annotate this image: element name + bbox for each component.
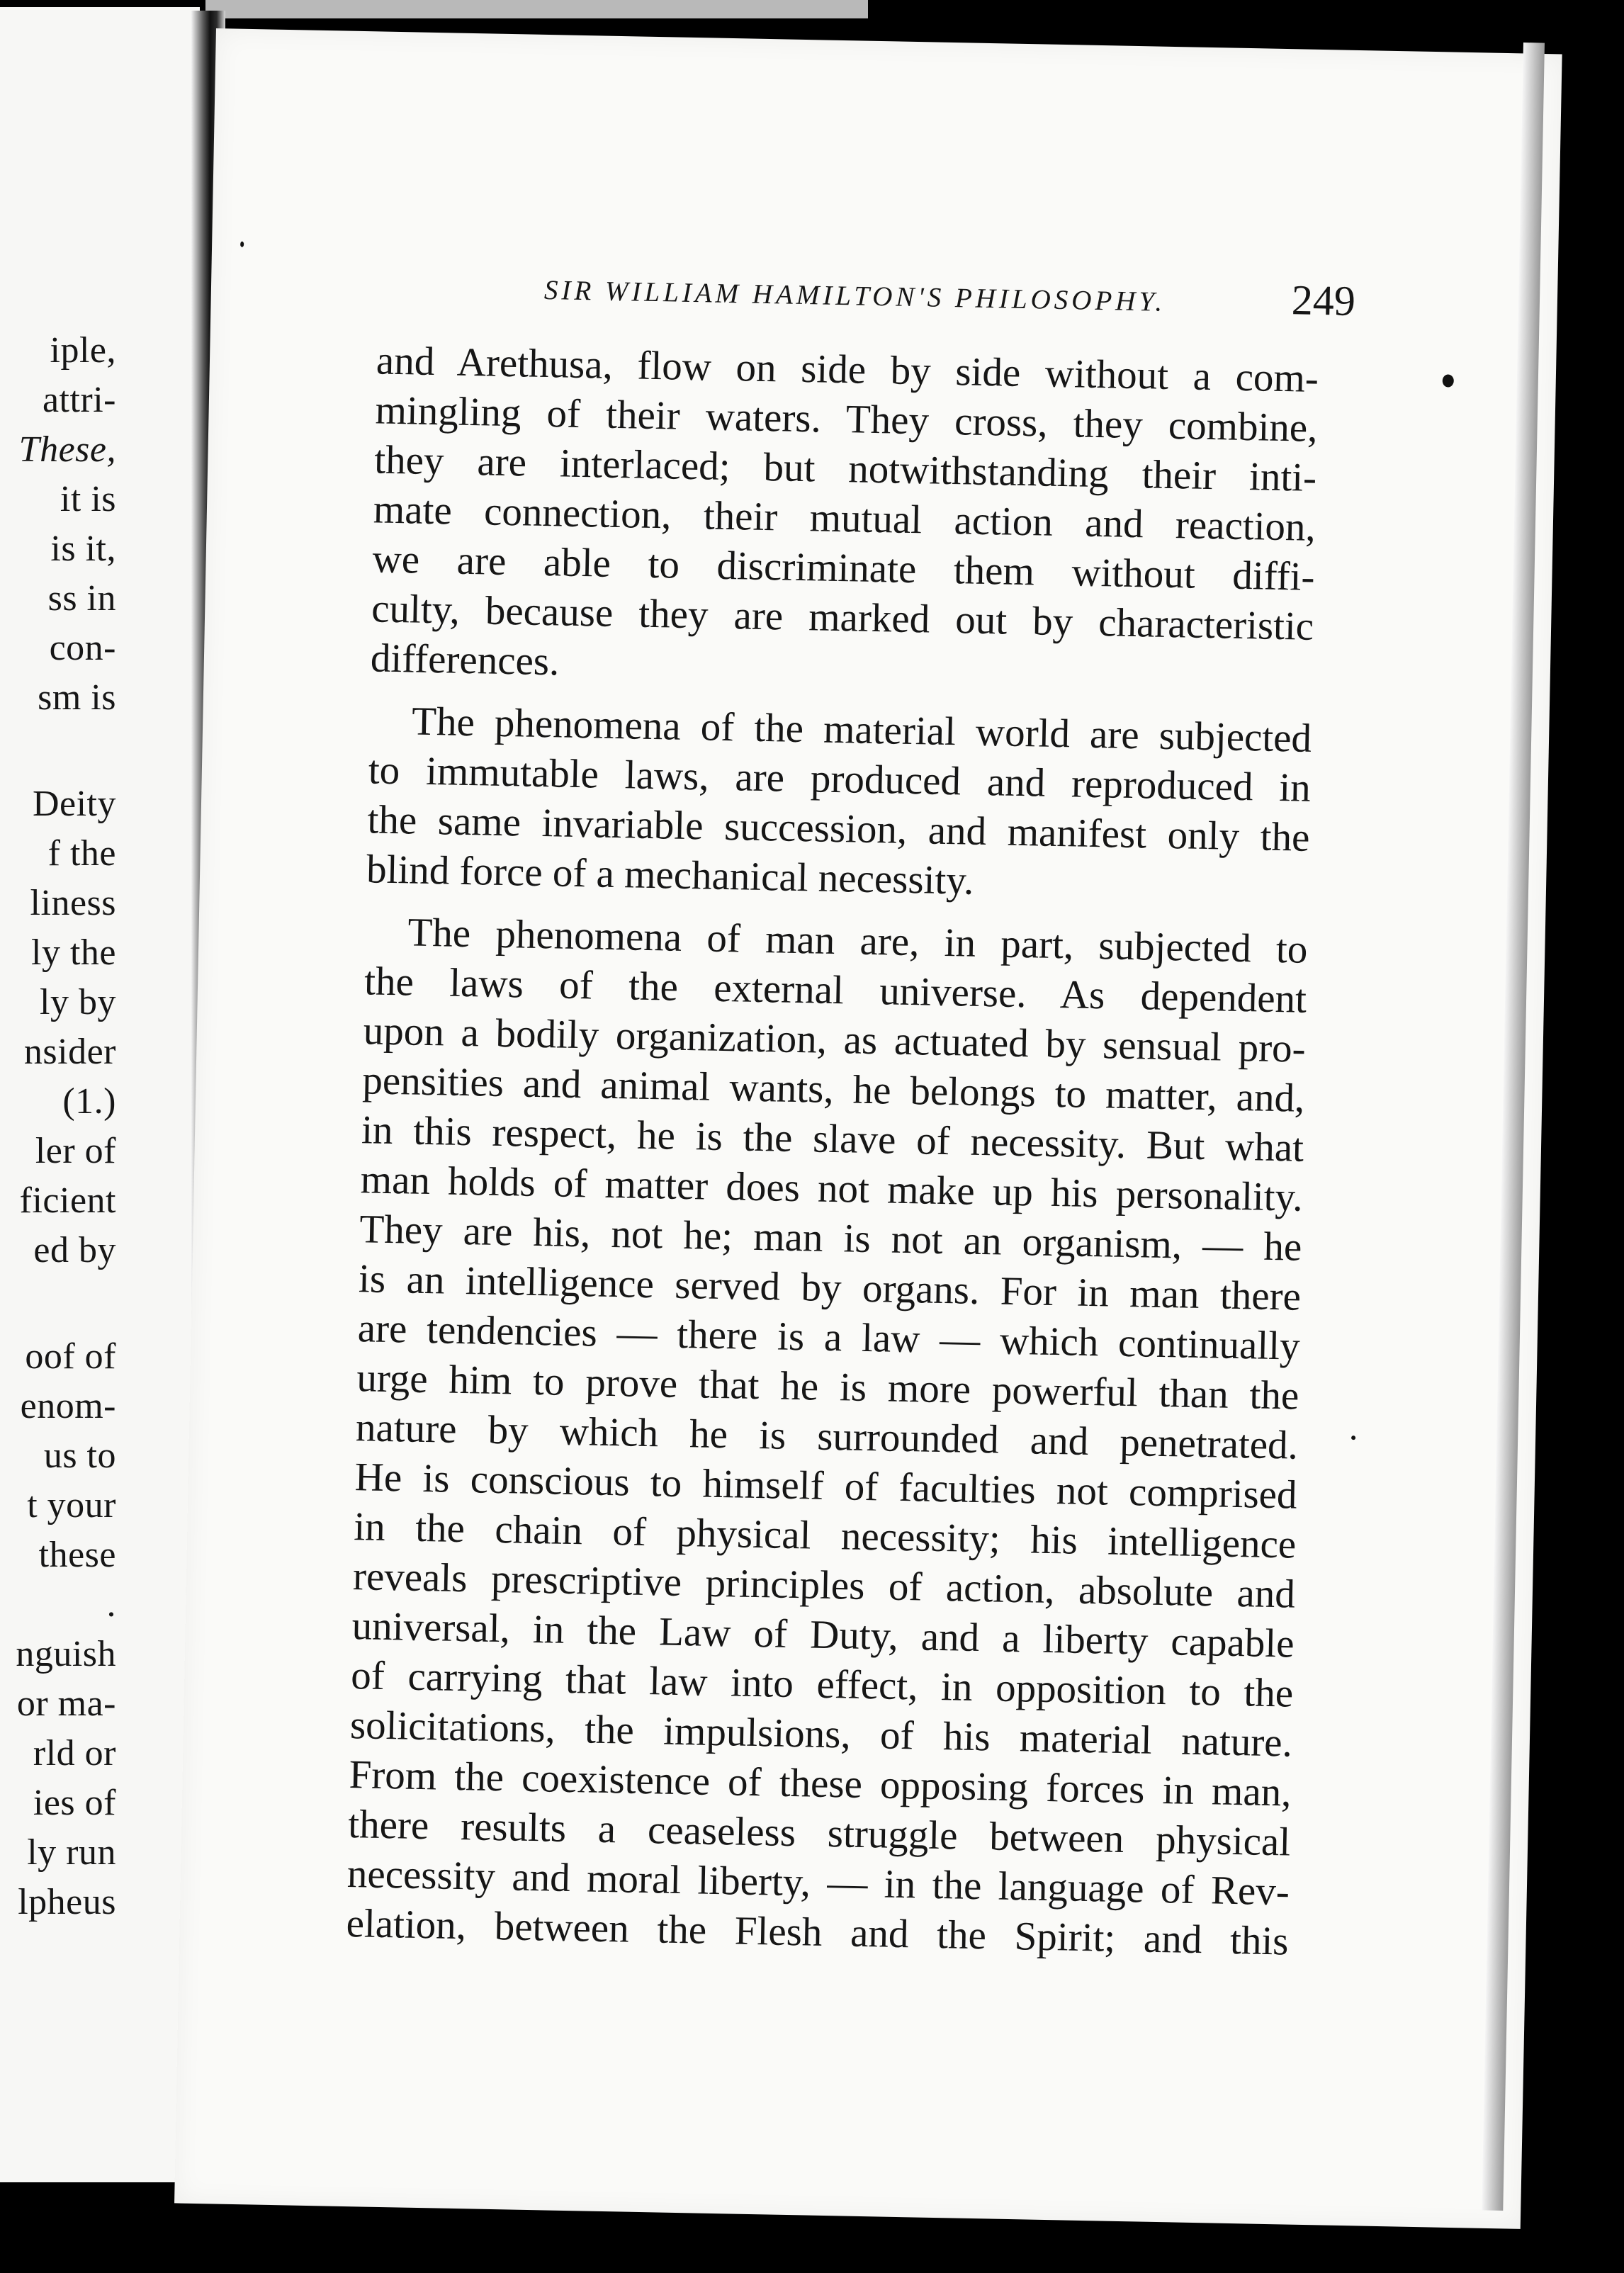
left-fragment: or ma- (16, 1683, 116, 1724)
text-line: man holds of matter does not make up his personality. (360, 1157, 1304, 1220)
page-number: 249 (1291, 276, 1356, 325)
ink-speck (240, 242, 244, 247)
left-fragment: these (38, 1535, 116, 1575)
left-fragment: liness (30, 883, 116, 923)
text-line: to immutable laws, are produced and reproduced in (368, 748, 1312, 811)
paragraph (370, 336, 1319, 701)
left-fragment: f the (47, 833, 116, 874)
left-fragment: sm is (38, 677, 116, 718)
left-fragment: rld or (33, 1733, 116, 1773)
text-line: differences. (370, 636, 560, 684)
left-fragment: lpheus (18, 1882, 116, 1922)
text-line: They are his, not he; man is not an organism, — he (359, 1207, 1302, 1270)
left-fragment: These, (18, 429, 116, 470)
text-line: they are interlaced; but notwithstanding their inti- (373, 437, 1317, 500)
text-line: the laws of the external universe. As dependent (363, 959, 1307, 1022)
text-line: mingling of their waters. They cross, they combine, (375, 388, 1319, 451)
text-line: solicitations, the impulsions, of his material nature. (349, 1703, 1293, 1766)
left-facing-page (0, 7, 200, 2182)
left-fragment: con- (49, 628, 116, 668)
paragraph (366, 696, 1312, 912)
text-line: culty, because they are marked out by characteristic (371, 586, 1314, 649)
left-fragment: ficient (19, 1180, 116, 1221)
paragraph (346, 907, 1308, 1966)
text-line: is an intelligence served by organs. For in man there (358, 1256, 1302, 1319)
left-fragment: t your (27, 1485, 116, 1525)
left-fragment: is it, (50, 529, 116, 569)
left-fragment: enom- (20, 1386, 116, 1426)
left-fragment: ed by (33, 1230, 116, 1270)
text-line: reveals prescriptive principles of action, absolute and (352, 1554, 1296, 1617)
page-top-edge (205, 0, 868, 18)
left-fragment: nsider (23, 1032, 116, 1072)
text-line: urge him to prove that he is more powerful than the (356, 1355, 1299, 1418)
ink-speck (1351, 1436, 1355, 1440)
running-head: SIR WILLIAM HAMILTON'S PHILOSOPHY. (543, 274, 1166, 317)
right-main-page (174, 28, 1562, 2229)
text-line: blind force of a mechanical necessity. (366, 847, 974, 903)
text-line: and Arethusa, flow on side by side without a com- (376, 338, 1319, 401)
left-fragment: attri- (42, 380, 116, 420)
left-fragment: iple, (50, 330, 116, 371)
page-header (210, 255, 1557, 337)
text-line: mate connection, their mutual action and reaction, (373, 487, 1316, 550)
left-fragment: Deity (32, 784, 116, 824)
text-line: we are able to discriminate them without diffi- (372, 536, 1316, 599)
left-fragment: ies of (33, 1783, 116, 1823)
text-line: are tendencies — there is a law — which continually (357, 1306, 1301, 1369)
text-line: nature by which he is surrounded and penetrated. (355, 1405, 1299, 1468)
text-line: in this respect, he is the slave of necessity. But what (361, 1107, 1304, 1171)
left-fragment: us to (43, 1436, 116, 1476)
left-fragment: ss in (47, 578, 116, 619)
left-fragment: nguish (16, 1634, 116, 1674)
left-fragment: ly run (27, 1832, 116, 1873)
text-line: elation, between the Flesh and the Spirit; and this (346, 1901, 1290, 1964)
text-line: upon a bodily organization, as actuated by sensual pro- (363, 1008, 1307, 1071)
text-line: there results a ceaseless struggle between physical (347, 1802, 1291, 1865)
body-text (346, 336, 1319, 1966)
left-fragment: ler of (35, 1131, 116, 1171)
text-line: The phenomena of the material world are subjected (411, 699, 1312, 761)
text-line: the same invariable succession, and manifest only the (366, 797, 1310, 860)
text-line: universal, in the Law of Duty, and a liberty capable (351, 1603, 1295, 1666)
left-fragment: ly by (40, 982, 116, 1022)
left-fragment: it is (60, 479, 116, 519)
text-line: He is conscious to himself of faculties not comprised (354, 1455, 1298, 1518)
text-line: The phenomena of man are, in part, subjected to (407, 910, 1308, 972)
text-line: of carrying that law into effect, in opposition to the (350, 1653, 1294, 1716)
left-fragment: . (106, 1584, 116, 1625)
left-fragment: (1.) (62, 1081, 116, 1122)
text-line: pensities and animal wants, he belongs to matter, and, (361, 1058, 1305, 1121)
left-fragment: oof of (25, 1336, 116, 1377)
text-line: From the coexistence of these opposing forces in man, (349, 1752, 1292, 1815)
left-fragment: ly the (31, 932, 116, 973)
ink-speck (1443, 374, 1454, 387)
text-line: necessity and moral liberty, — in the language of Rev- (346, 1851, 1290, 1914)
text-line: in the chain of physical necessity; his intelligence (353, 1504, 1297, 1567)
